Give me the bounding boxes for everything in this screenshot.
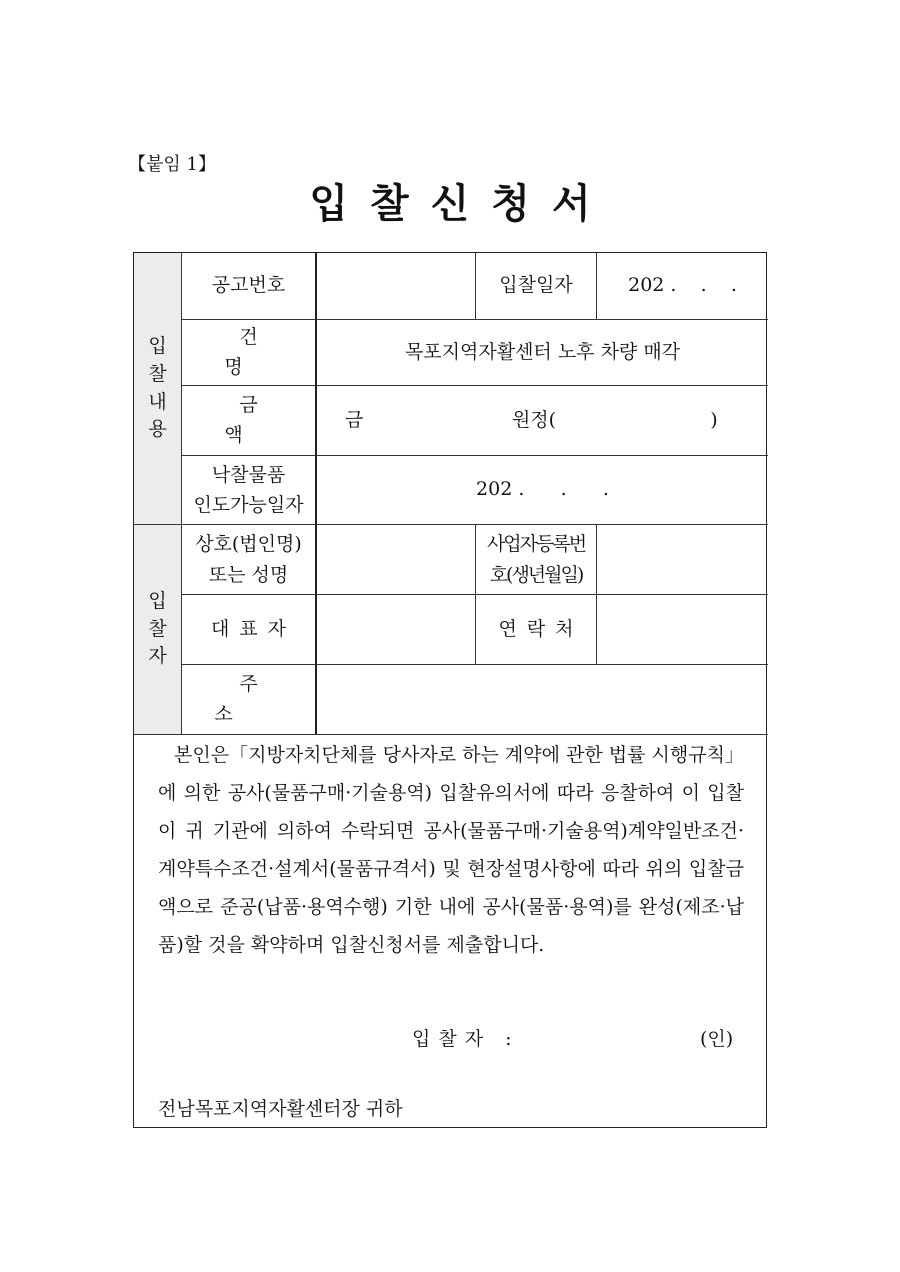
pledge-statement: [158, 736, 744, 964]
notice-number-label: 공고번호: [211, 274, 286, 297]
delivery-date-label: 낙찰물품 인도가능일자: [193, 463, 304, 516]
amount-prefix: 금: [344, 408, 364, 431]
amount-korean-field[interactable]: [569, 386, 704, 455]
bid-application-form: [133, 252, 767, 1128]
attachment-label: 【붙임 1】: [128, 154, 216, 175]
contact-field[interactable]: [597, 595, 768, 664]
registration-number-label: 사업자등록번 호(생년월일): [486, 533, 586, 586]
address-label: 주 소: [214, 673, 308, 725]
registration-number-field[interactable]: [597, 525, 768, 594]
seal-mark: (인): [700, 1028, 734, 1050]
pledge-text: 본인은「지방자치단체를 당사자로 하는 계약에 관한 법률 시행규칙」에 의한 공사(물품구매·기술용역) 입찰유의서에 따라 응찰하여 이 입찰이 귀 기관에 의하여 수락되면 공사(물품구매·기술용역)계약일반조건·계약특수조건·설계서(물품규격서) 및 현장설명사항에 따라 위의 입찰금액으로 준공(납품·용역수행) 기한 내에 공사(물품·용역)를 완성(제조·납품)할 것을 확약하며 입찰신청서를 제출합니다.: [158, 744, 744, 956]
amount-close-paren: ): [710, 408, 718, 431]
amount-field[interactable]: [379, 386, 499, 455]
addressee: 전남목포지역자활센터장 귀하: [158, 1098, 403, 1120]
item-name-value: 목포지역자활센터 노후 차량 매각: [404, 340, 681, 363]
company-name-label: 상호(법인명) 또는 성명: [195, 533, 302, 586]
contact-label: 연락처: [498, 617, 584, 640]
bid-date-field[interactable]: 202 . . .: [628, 274, 737, 297]
address-field[interactable]: [317, 665, 768, 734]
notice-number-field[interactable]: [317, 253, 475, 319]
section-label-bid-content: 입 찰 내 용: [148, 335, 167, 441]
document-title: 입찰신청서: [309, 180, 613, 227]
section-divider: [134, 734, 768, 735]
section-label-bidder: 입 찰 자: [148, 590, 167, 668]
bidder-signature-label: 입찰자 :: [412, 1028, 520, 1050]
company-name-field[interactable]: [317, 525, 475, 594]
bid-date-label: 입찰일자: [499, 274, 573, 297]
item-name-label: 건 명: [224, 326, 288, 378]
delivery-date-field[interactable]: 202 . . .: [476, 478, 609, 501]
representative-label: 대표자: [210, 617, 297, 640]
amount-label: 금 액: [224, 394, 288, 446]
representative-field[interactable]: [317, 595, 475, 664]
amount-won-text: 원정(: [511, 408, 557, 431]
